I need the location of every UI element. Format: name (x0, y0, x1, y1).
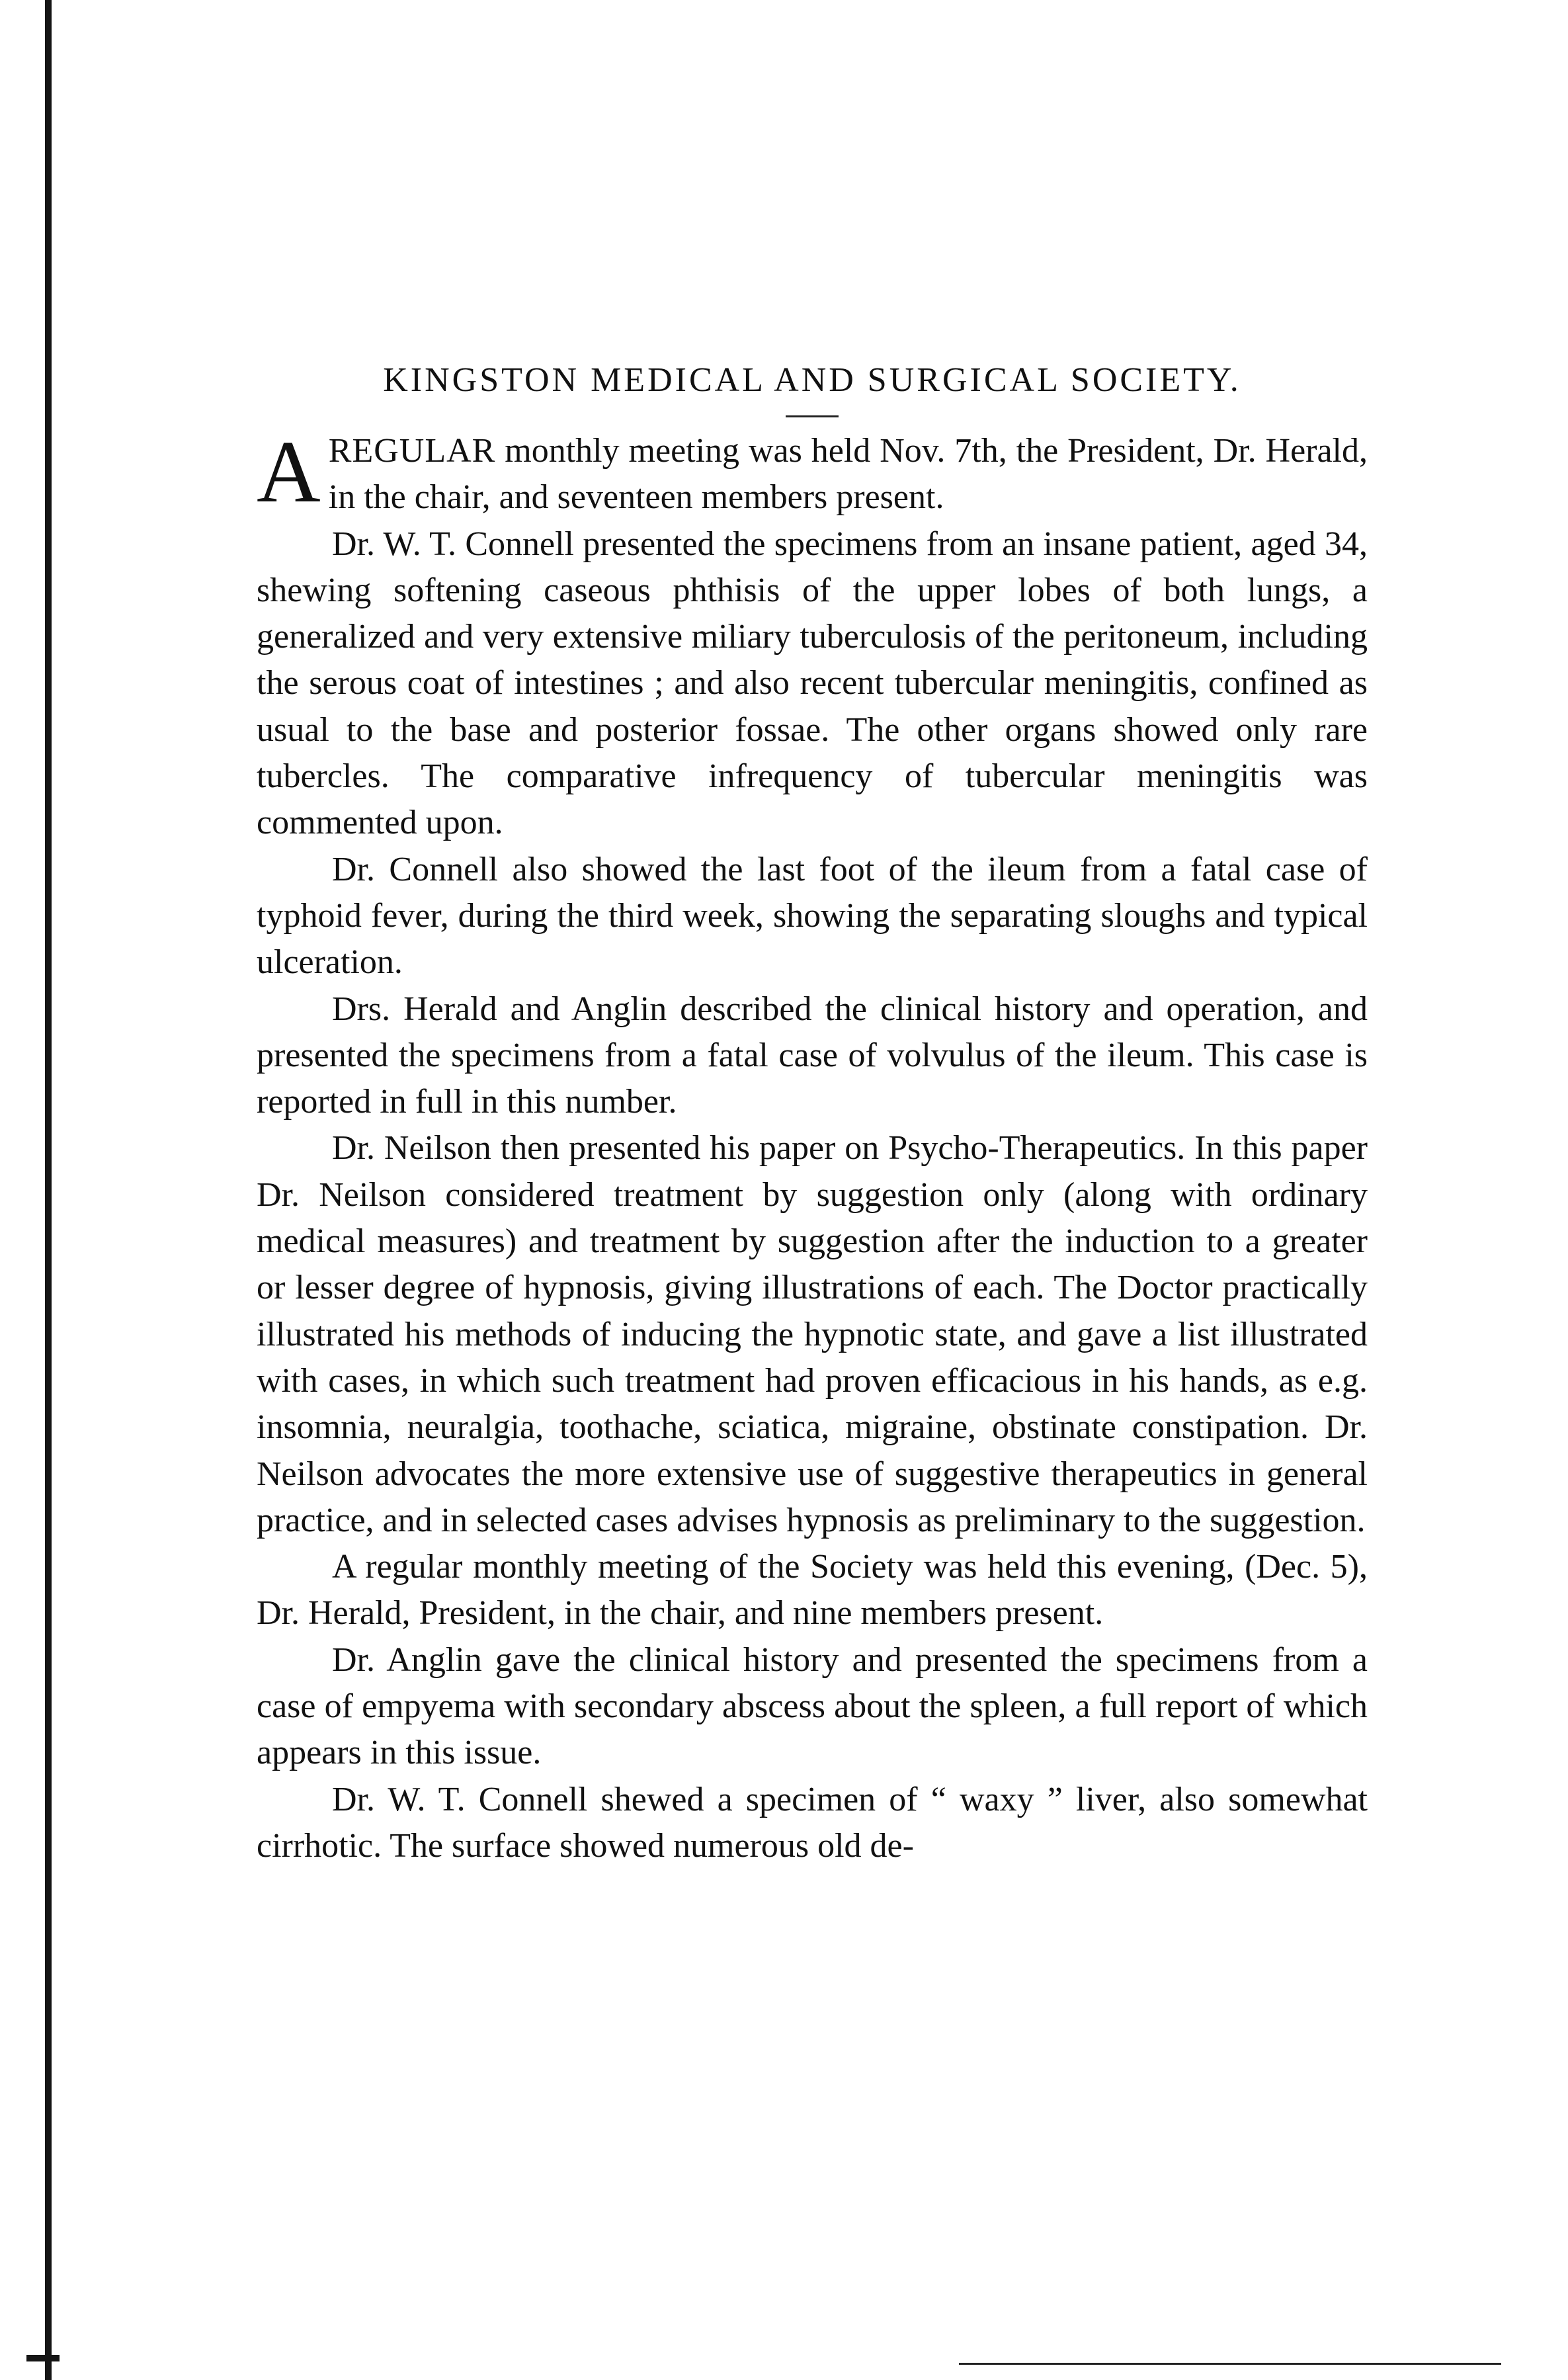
paragraph-6: A regular monthly meeting of the Society was held this evening, (Dec. 5), Dr. Herald, President, in the chair, and nine members present. (257, 1548, 1368, 1633)
document-page (257, 357, 1368, 1869)
paragraph-1-text: monthly meeting was held Nov. 7th, the President, Dr. Herald, in the chair, and seventeen members present. (328, 432, 1368, 517)
scan-binding-edge (45, 0, 52, 2380)
paragraph-1 (257, 423, 1368, 521)
paragraph-7: Dr. Anglin gave the clinical history and presented the specimens from a case of empyema with secondary abscess about the spleen, a full report of which appears in this issue. (257, 1640, 1368, 1772)
paragraph-2: Dr. W. T. Connell presented the specimens from an insane patient, aged 34, shewing softening caseous phthisis of the upper lobes of both lungs, a generalized and very extensive miliary tuberculosis of the peritoneum, including the serous coat of intestines ; and also recent tubercular meningitis, confined as usual to the base and posterior fossae. The other organs showed only rare tubercles. The comparative infrequency of tubercular meningitis was commented upon. (257, 525, 1368, 842)
paragraph-3: Dr. Connell also showed the last foot of the ileum from a fatal case of typhoid fever, during the third week, showing the separating sloughs and typical ulceration. (257, 850, 1368, 982)
drop-cap: A (257, 423, 321, 521)
lead-word: REGULAR (328, 432, 496, 470)
title-divider (786, 415, 839, 417)
paragraph-8: Dr. W. T. Connell shewed a specimen of “ waxy ” liver, also somewhat cirrhotic. The surface showed numerous old de- (257, 1780, 1368, 1865)
bottom-rule (959, 2363, 1501, 2365)
scan-binding-foot (26, 2355, 60, 2361)
page-title: KINGSTON MEDICAL AND SURGICAL SOCIETY. (383, 361, 1241, 399)
paragraph-5: Dr. Neilson then presented his paper on Psycho-Therapeutics. In this paper Dr. Neilson considered treatment by suggestion only (along with ordinary medical measures) and treatment by suggestion after the induction to a greater or lesser degree of hypnosis, giving illustrations of each. The Doctor practically illustrated his methods of inducing the hypnotic state, and gave a list illustrated with cases, in which such treatment had proven efficacious in his hands, as e.g. insomnia, neuralgia, toothache, sciatica, migraine, obstinate constipation. Dr. Neilson advocates the more extensive use of suggestive therapeutics in general practice, and in selected cases advises hypnosis as preliminary to the suggestion. (257, 1129, 1368, 1539)
paragraph-4: Drs. Herald and Anglin described the clinical history and operation, and presented the specimens from a fatal case of volvulus of the ileum. This case is reported in full in this number. (257, 990, 1368, 1121)
